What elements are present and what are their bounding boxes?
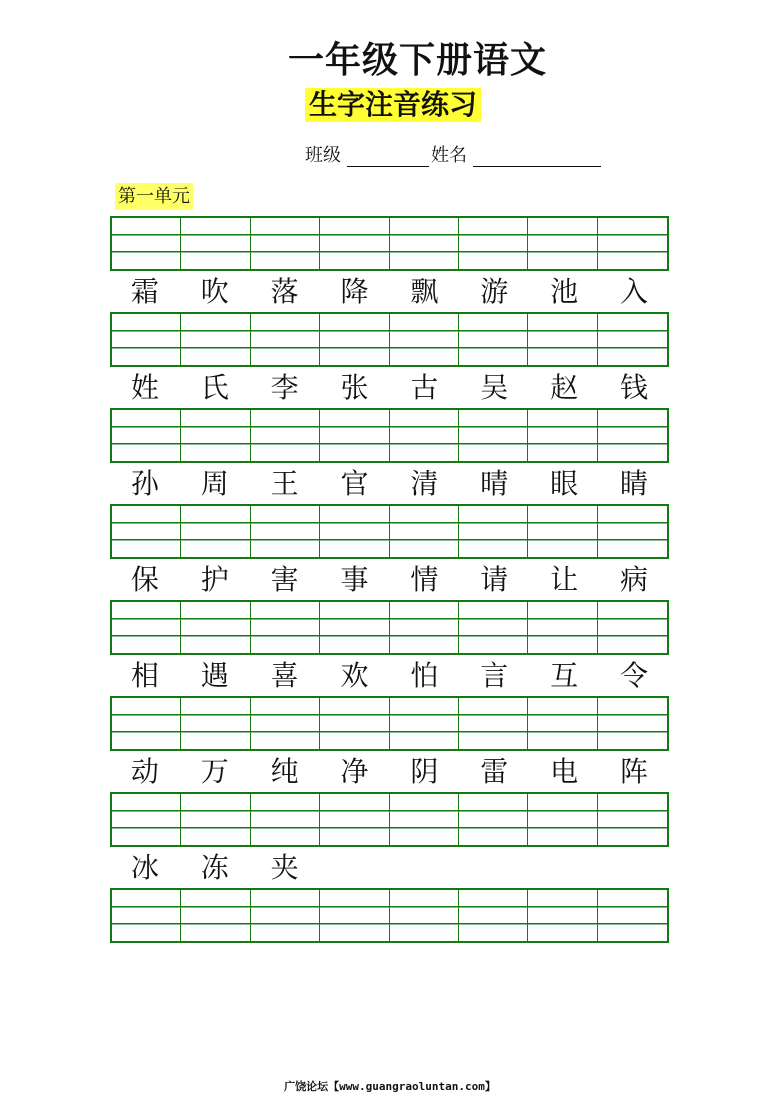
hanzi-character: 护 (200, 563, 229, 596)
hanzi-character: 病 (620, 563, 649, 596)
pinyin-cell[interactable] (459, 602, 528, 653)
hanzi-character: 言 (480, 659, 509, 692)
hanzi-character: 张 (340, 371, 369, 404)
pinyin-cell[interactable] (598, 410, 667, 461)
pinyin-cell[interactable] (251, 890, 320, 941)
hanzi-character: 夹 (270, 851, 299, 884)
pinyin-cell[interactable] (320, 314, 389, 365)
hanzi-character: 池 (550, 275, 579, 308)
hanzi-character: 保 (130, 563, 159, 596)
hanzi-character: 冻 (200, 851, 229, 884)
pinyin-cell[interactable] (598, 218, 667, 269)
pinyin-cell[interactable] (598, 506, 667, 557)
pinyin-cell[interactable] (459, 794, 528, 845)
class-label: 班级 (305, 145, 341, 166)
pinyin-cell[interactable] (320, 794, 389, 845)
pinyin-cell[interactable] (598, 698, 667, 749)
character-row (110, 850, 669, 886)
pinyin-cell[interactable] (181, 890, 250, 941)
pinyin-cell[interactable] (181, 698, 250, 749)
pinyin-cell[interactable] (528, 602, 597, 653)
hanzi-character: 遇 (200, 659, 229, 692)
hanzi-character: 霜 (130, 275, 159, 308)
character-row (110, 658, 669, 694)
hanzi-character: 古 (410, 371, 439, 404)
pinyin-cell[interactable] (459, 506, 528, 557)
hanzi-character: 净 (340, 755, 369, 788)
page-title: 一年级下册语文 (288, 39, 548, 81)
hanzi-character: 游 (480, 275, 509, 308)
pinyin-grid[interactable] (110, 312, 669, 367)
pinyin-cell[interactable] (459, 314, 528, 365)
hanzi-character: 冰 (130, 851, 159, 884)
pinyin-cell[interactable] (112, 698, 181, 749)
pinyin-cell[interactable] (251, 602, 320, 653)
pinyin-cell[interactable] (181, 314, 250, 365)
pinyin-cell[interactable] (528, 698, 597, 749)
pinyin-cell[interactable] (598, 314, 667, 365)
pinyin-cell[interactable] (459, 410, 528, 461)
pinyin-grid[interactable] (110, 600, 669, 655)
hanzi-character: 氏 (200, 371, 229, 404)
pinyin-cell[interactable] (181, 506, 250, 557)
pinyin-cell[interactable] (459, 890, 528, 941)
pinyin-cell[interactable] (181, 602, 250, 653)
name-label: 姓名 (431, 145, 467, 166)
hanzi-character: 雷 (480, 755, 509, 788)
pinyin-cell[interactable] (390, 506, 459, 557)
pinyin-cell[interactable] (112, 602, 181, 653)
class-blank-line (347, 166, 429, 167)
pinyin-cell[interactable] (251, 410, 320, 461)
hanzi-character: 情 (410, 563, 439, 596)
hanzi-character: 阵 (620, 755, 649, 788)
pinyin-cell[interactable] (390, 314, 459, 365)
hanzi-character: 孙 (130, 467, 159, 500)
pinyin-cell[interactable] (320, 890, 389, 941)
pinyin-cell[interactable] (181, 794, 250, 845)
pinyin-cell[interactable] (251, 314, 320, 365)
hanzi-character: 周 (200, 467, 229, 500)
pinyin-cell[interactable] (390, 218, 459, 269)
hanzi-character: 动 (130, 755, 159, 788)
hanzi-character: 电 (550, 755, 579, 788)
hanzi-character: 请 (480, 563, 509, 596)
pinyin-cell[interactable] (320, 698, 389, 749)
hanzi-character: 飘 (410, 275, 439, 308)
pinyin-cell[interactable] (251, 506, 320, 557)
pinyin-cell[interactable] (459, 218, 528, 269)
pinyin-cell[interactable] (598, 890, 667, 941)
pinyin-cell[interactable] (112, 890, 181, 941)
hanzi-character: 吹 (200, 275, 229, 308)
pinyin-cell[interactable] (320, 218, 389, 269)
character-row (110, 754, 669, 790)
pinyin-cell[interactable] (598, 602, 667, 653)
hanzi-character: 王 (270, 467, 299, 500)
pinyin-cell[interactable] (112, 218, 181, 269)
pinyin-cell[interactable] (390, 410, 459, 461)
hanzi-character: 吴 (480, 371, 509, 404)
hanzi-character: 清 (410, 467, 439, 500)
hanzi-character: 万 (200, 755, 229, 788)
pinyin-grid[interactable] (110, 504, 669, 559)
hanzi-character: 欢 (340, 659, 369, 692)
hanzi-character: 怕 (410, 659, 439, 692)
hanzi-character: 李 (270, 371, 299, 404)
hanzi-character: 官 (340, 467, 369, 500)
pinyin-cell[interactable] (528, 314, 597, 365)
hanzi-character: 睛 (620, 467, 649, 500)
pinyin-cell[interactable] (112, 794, 181, 845)
pinyin-cell[interactable] (251, 698, 320, 749)
pinyin-grid[interactable] (110, 792, 669, 847)
pinyin-cell[interactable] (528, 890, 597, 941)
pinyin-cell[interactable] (598, 794, 667, 845)
pinyin-grid[interactable] (110, 888, 669, 943)
pinyin-cell[interactable] (528, 794, 597, 845)
pinyin-cell[interactable] (181, 218, 250, 269)
hanzi-character: 钱 (620, 371, 649, 404)
hanzi-character: 害 (270, 563, 299, 596)
pinyin-grid[interactable] (110, 216, 669, 271)
character-row (110, 274, 669, 310)
character-row (110, 466, 669, 502)
pinyin-grid[interactable] (110, 408, 669, 463)
hanzi-character: 纯 (270, 755, 299, 788)
pinyin-cell[interactable] (528, 410, 597, 461)
hanzi-character: 晴 (480, 467, 509, 500)
pinyin-cell[interactable] (181, 410, 250, 461)
hanzi-character: 令 (620, 659, 649, 692)
pinyin-cell[interactable] (390, 602, 459, 653)
hanzi-character: 姓 (130, 371, 159, 404)
pinyin-cell[interactable] (390, 698, 459, 749)
hanzi-character: 喜 (270, 659, 299, 692)
hanzi-character: 互 (550, 659, 579, 692)
pinyin-cell[interactable] (112, 506, 181, 557)
hanzi-character: 眼 (550, 467, 579, 500)
pinyin-cell[interactable] (320, 506, 389, 557)
pinyin-cell[interactable] (528, 506, 597, 557)
pinyin-cell[interactable] (251, 794, 320, 845)
pinyin-cell[interactable] (390, 890, 459, 941)
unit-label: 第一单元 (115, 183, 193, 210)
pinyin-cell[interactable] (320, 602, 389, 653)
footer-credit: 广饶论坛【www.guangraoluntan.com】 (284, 1080, 496, 1093)
character-row (110, 562, 669, 598)
hanzi-character: 事 (340, 563, 369, 596)
pinyin-cell[interactable] (320, 410, 389, 461)
page-subtitle: 生字注音练习 (305, 88, 481, 122)
hanzi-character: 让 (550, 563, 579, 596)
hanzi-character: 相 (130, 659, 159, 692)
pinyin-cell[interactable] (459, 698, 528, 749)
hanzi-character: 降 (340, 275, 369, 308)
hanzi-character: 落 (270, 275, 299, 308)
pinyin-cell[interactable] (251, 218, 320, 269)
name-blank-line (473, 166, 601, 167)
pinyin-cell[interactable] (528, 218, 597, 269)
pinyin-cell[interactable] (112, 314, 181, 365)
pinyin-grid[interactable] (110, 696, 669, 751)
pinyin-cell[interactable] (112, 410, 181, 461)
character-row (110, 370, 669, 406)
hanzi-character: 赵 (550, 371, 579, 404)
hanzi-character: 入 (620, 275, 649, 308)
pinyin-cell[interactable] (390, 794, 459, 845)
hanzi-character: 阴 (410, 755, 439, 788)
